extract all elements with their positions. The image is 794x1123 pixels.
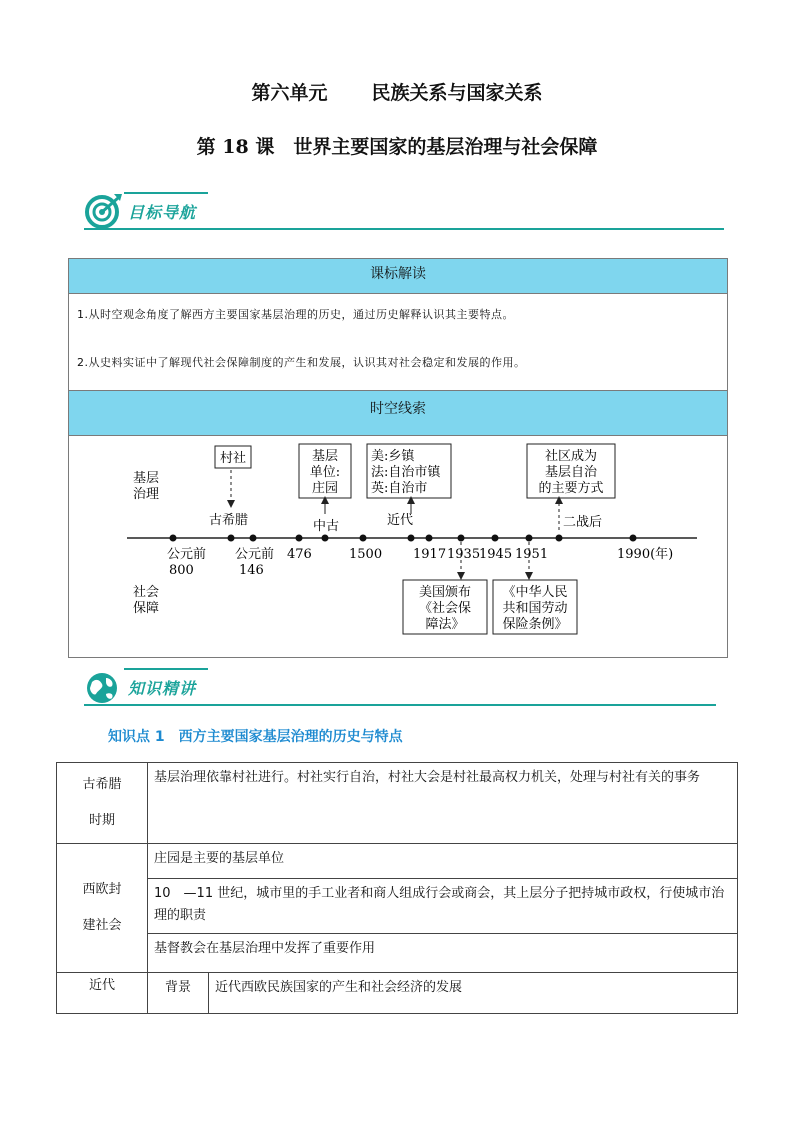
tick-146bc-2: 146: [239, 563, 264, 578]
feudal-church: 基督教会在基层治理中发挥了重要作用: [148, 934, 738, 973]
objectives-box: [68, 258, 728, 658]
point-476: [296, 535, 303, 542]
period-modern: 近代: [387, 513, 414, 528]
modern-background-label: 背景: [148, 973, 209, 1014]
table-row: [57, 973, 738, 1014]
era-greece: [57, 763, 148, 844]
point-modern: [408, 535, 415, 542]
timeline-diagram: [69, 436, 727, 658]
unit-number: 第六单元: [251, 82, 328, 104]
section-label-knowledge: 知识精讲: [128, 679, 197, 698]
era-feudal-line-2: 建社会: [82, 918, 122, 933]
tick-1917: 1917: [413, 547, 447, 562]
tick-476: 476: [287, 547, 312, 562]
table-row: [57, 934, 738, 973]
box-prc-text-3: 保险条例》: [502, 617, 568, 632]
globe-icon: [84, 668, 124, 706]
box-manor-text-1: 基层: [311, 449, 339, 464]
box-community-text-3: 的主要方式: [538, 481, 604, 496]
tick-1945: 1945: [479, 547, 513, 562]
table-row: [57, 844, 738, 879]
box-us-act-text-1: 美国颁布: [418, 585, 472, 600]
box-us-act-text-2: 《社会保: [418, 601, 472, 616]
box-towns-text-1: 美:乡镇: [371, 449, 415, 464]
box-community-text-2: 基层自治: [544, 465, 598, 480]
tick-146bc-1: 公元前: [235, 547, 275, 562]
era-modern: 近代: [57, 973, 148, 1014]
period-greece: 古希腊: [209, 513, 249, 528]
greece-description: 基层治理依靠村社进行。村社实行自治，村社大会是村社最高权力机关，处理与村社有关的事务: [148, 763, 738, 844]
point-1945: [492, 535, 499, 542]
box-us-act-text-3: 障法》: [425, 617, 465, 632]
box-manor-text-3: 庄园: [311, 481, 339, 496]
period-medieval: 中古: [313, 519, 340, 534]
box-community-text-1: 社区成为: [544, 449, 598, 464]
box-prc-text-1: 《中华人民: [502, 585, 568, 600]
point-1917: [426, 535, 433, 542]
box-towns-text-3: 英:自治市: [371, 481, 428, 496]
point-1500: [360, 535, 367, 542]
row-label-security-2: 保障: [133, 601, 160, 616]
target-icon: [84, 192, 124, 230]
box-village-text: 村社: [219, 451, 247, 466]
tick-1935: 1935: [447, 547, 481, 562]
era-greece-line-2: 时期: [88, 813, 115, 828]
point-146bc: [250, 535, 257, 542]
section-label-goals: 目标导航: [128, 203, 197, 222]
row-label-governance-1: 基层: [133, 471, 160, 486]
section-header-goals: [84, 192, 724, 230]
tick-1990: 1990(年): [617, 547, 674, 562]
point-1951: [526, 535, 533, 542]
knowledge-point-title: 知识点 1 西方主要国家基层治理的历史与特点: [108, 729, 403, 745]
unit-name: 民族关系与国家关系: [371, 82, 543, 104]
point-medieval: [322, 535, 329, 542]
box-manor-text-2: 单位:: [309, 465, 341, 480]
table-row: [57, 879, 738, 934]
feudal-guilds: 10 —11 世纪，城市里的手工业者和商人组成行会或商会，其上层分子把持城市政权，行使城市治理的职责: [148, 879, 738, 934]
point-greece: [228, 535, 235, 542]
era-greece-line-1: 古希腊: [82, 777, 122, 792]
tick-800bc-2: 800: [169, 563, 194, 578]
feudal-manor: 庄园是主要的基层单位: [148, 844, 738, 879]
modern-background-text: 近代西欧民族国家的产生和社会经济的发展: [209, 973, 738, 1014]
point-1935: [458, 535, 465, 542]
knowledge-table: [56, 762, 738, 1014]
lesson-title: 第 18 课 世界主要国家的基层治理与社会保障: [196, 136, 598, 158]
tick-800bc-1: 公元前: [167, 547, 207, 562]
era-feudal-line-1: 西欧封: [82, 882, 122, 897]
period-postwar: 二战后: [563, 515, 603, 530]
box-towns-text-2: 法:自治市镇: [371, 465, 441, 480]
tick-1500: 1500: [349, 547, 383, 562]
section-header-knowledge: [84, 668, 716, 706]
row-label-security-1: 社会: [133, 585, 160, 600]
point-800bc: [170, 535, 177, 542]
timeline-heading: 时空线索: [69, 391, 727, 436]
point-postwar: [556, 535, 563, 542]
point-1990: [630, 535, 637, 542]
standard-item-1: 1.从时空观念角度了解西方主要国家基层治理的历史，通过历史解释认识其主要特点。: [77, 308, 514, 321]
standard-item-2: 2.从史料实证中了解现代社会保障制度的产生和发展，认识其对社会稳定和发展的作用。: [77, 356, 526, 369]
standards-heading: 课标解读: [69, 259, 727, 294]
row-label-governance-2: 治理: [133, 487, 160, 502]
unit-title: [0, 78, 794, 105]
tick-1951: 1951: [515, 547, 549, 562]
box-prc-text-2: 共和国劳动: [502, 601, 568, 616]
era-feudal: [57, 844, 148, 973]
table-row: [57, 763, 738, 844]
